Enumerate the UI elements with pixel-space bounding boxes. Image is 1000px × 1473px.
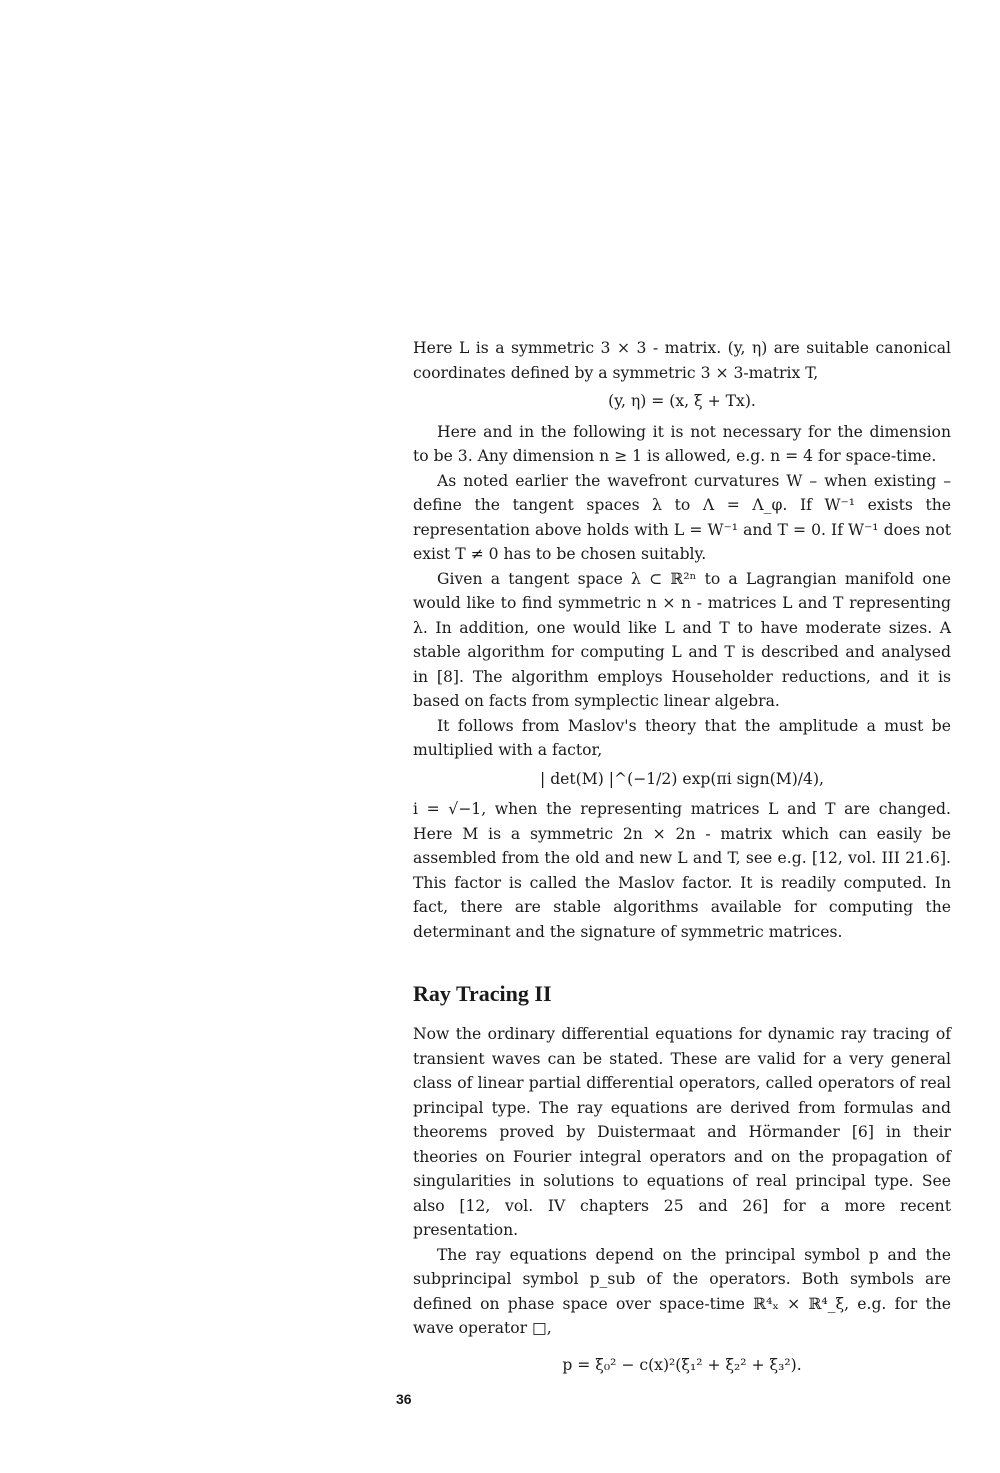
paragraph-tangent-space: Given a tangent space λ ⊂ ℝ²ⁿ to a Lagrangian manifold one would like to find symmetric n × n - matrices L and T representing λ. In addition, one would like L and T to have moderate sizes. A stable algorithm for computing L and T is described and analysed in [8]. The algorithm employs Householder reductions, and it is based on facts from symplectic linear algebra. bbox=[413, 569, 951, 710]
page-body bbox=[413, 336, 951, 1383]
paragraph-maslov-theory: It follows from Maslov's theory that the amplitude a must be multiplied with a factor, bbox=[413, 716, 951, 759]
equation-maslov-factor: | det(M) |^(−1/2) exp(πi sign(M)/4), bbox=[539, 769, 825, 788]
equation-principal-symbol: p = ξ₀² − c(x)²(ξ₁² + ξ₂² + ξ₃²). bbox=[562, 1355, 802, 1374]
paragraph-principal-symbol: The ray equations depend on the principal symbol p and the subprincipal symbol p_sub of the operators. Both symbols are defined on phase space over space-time ℝ⁴ₓ × ℝ⁴_ξ, e.g. for the wave operator □, bbox=[413, 1245, 951, 1337]
page-number: 36 bbox=[396, 1391, 412, 1407]
paragraph-ray-equations: Now the ordinary differential equations for dynamic ray tracing of transient waves can be stated. These are valid for a very general class of linear partial differential operators, called operators of real principal type. The ray equations are derived from formulas and theorems proved by Duistermaat and Hörmander [6] in their theories on Fourier integral operators and on the propagation of singularities in solutions to equations of real principal type. See also [12, vol. IV chapters 25 and 26] for a more recent presentation. bbox=[413, 1025, 951, 1239]
paragraph-matrix-intro: Here L is a symmetric 3 × 3 - matrix. (y, η) are suitable canonical coordinates defined by a symmetric 3 × 3-matrix T, bbox=[413, 339, 951, 382]
section-heading: Ray Tracing II bbox=[413, 981, 552, 1006]
equation-canonical-coordinates: (y, η) = (x, ξ + Tx). bbox=[608, 392, 756, 410]
paragraph-wavefront-curvatures: As noted earlier the wavefront curvatures W – when existing – define the tangent spaces λ to Λ = Λ_φ. If W⁻¹ exists the representation above holds with L = W⁻¹ and T = 0. If W⁻¹ does not exist T ≠ 0 has to be chosen suitably. bbox=[413, 471, 951, 563]
paragraph-representing-matrices: i = √−1, when the representing matrices L and T are changed. Here M is a symmetric 2n × 2n - matrix which can easily be assembled from the old and new L and T, see e.g. [12, vol. III 21.6]. This factor is called the Maslov factor. It is readily computed. In fact, there are stable algorithms available for computing the determinant and the signature of symmetric matrices. bbox=[413, 800, 951, 941]
paragraph-dimension: Here and in the following it is not necessary for the dimension to be 3. Any dimension n ≥ 1 is allowed, e.g. n = 4 for space-time. bbox=[413, 422, 951, 465]
